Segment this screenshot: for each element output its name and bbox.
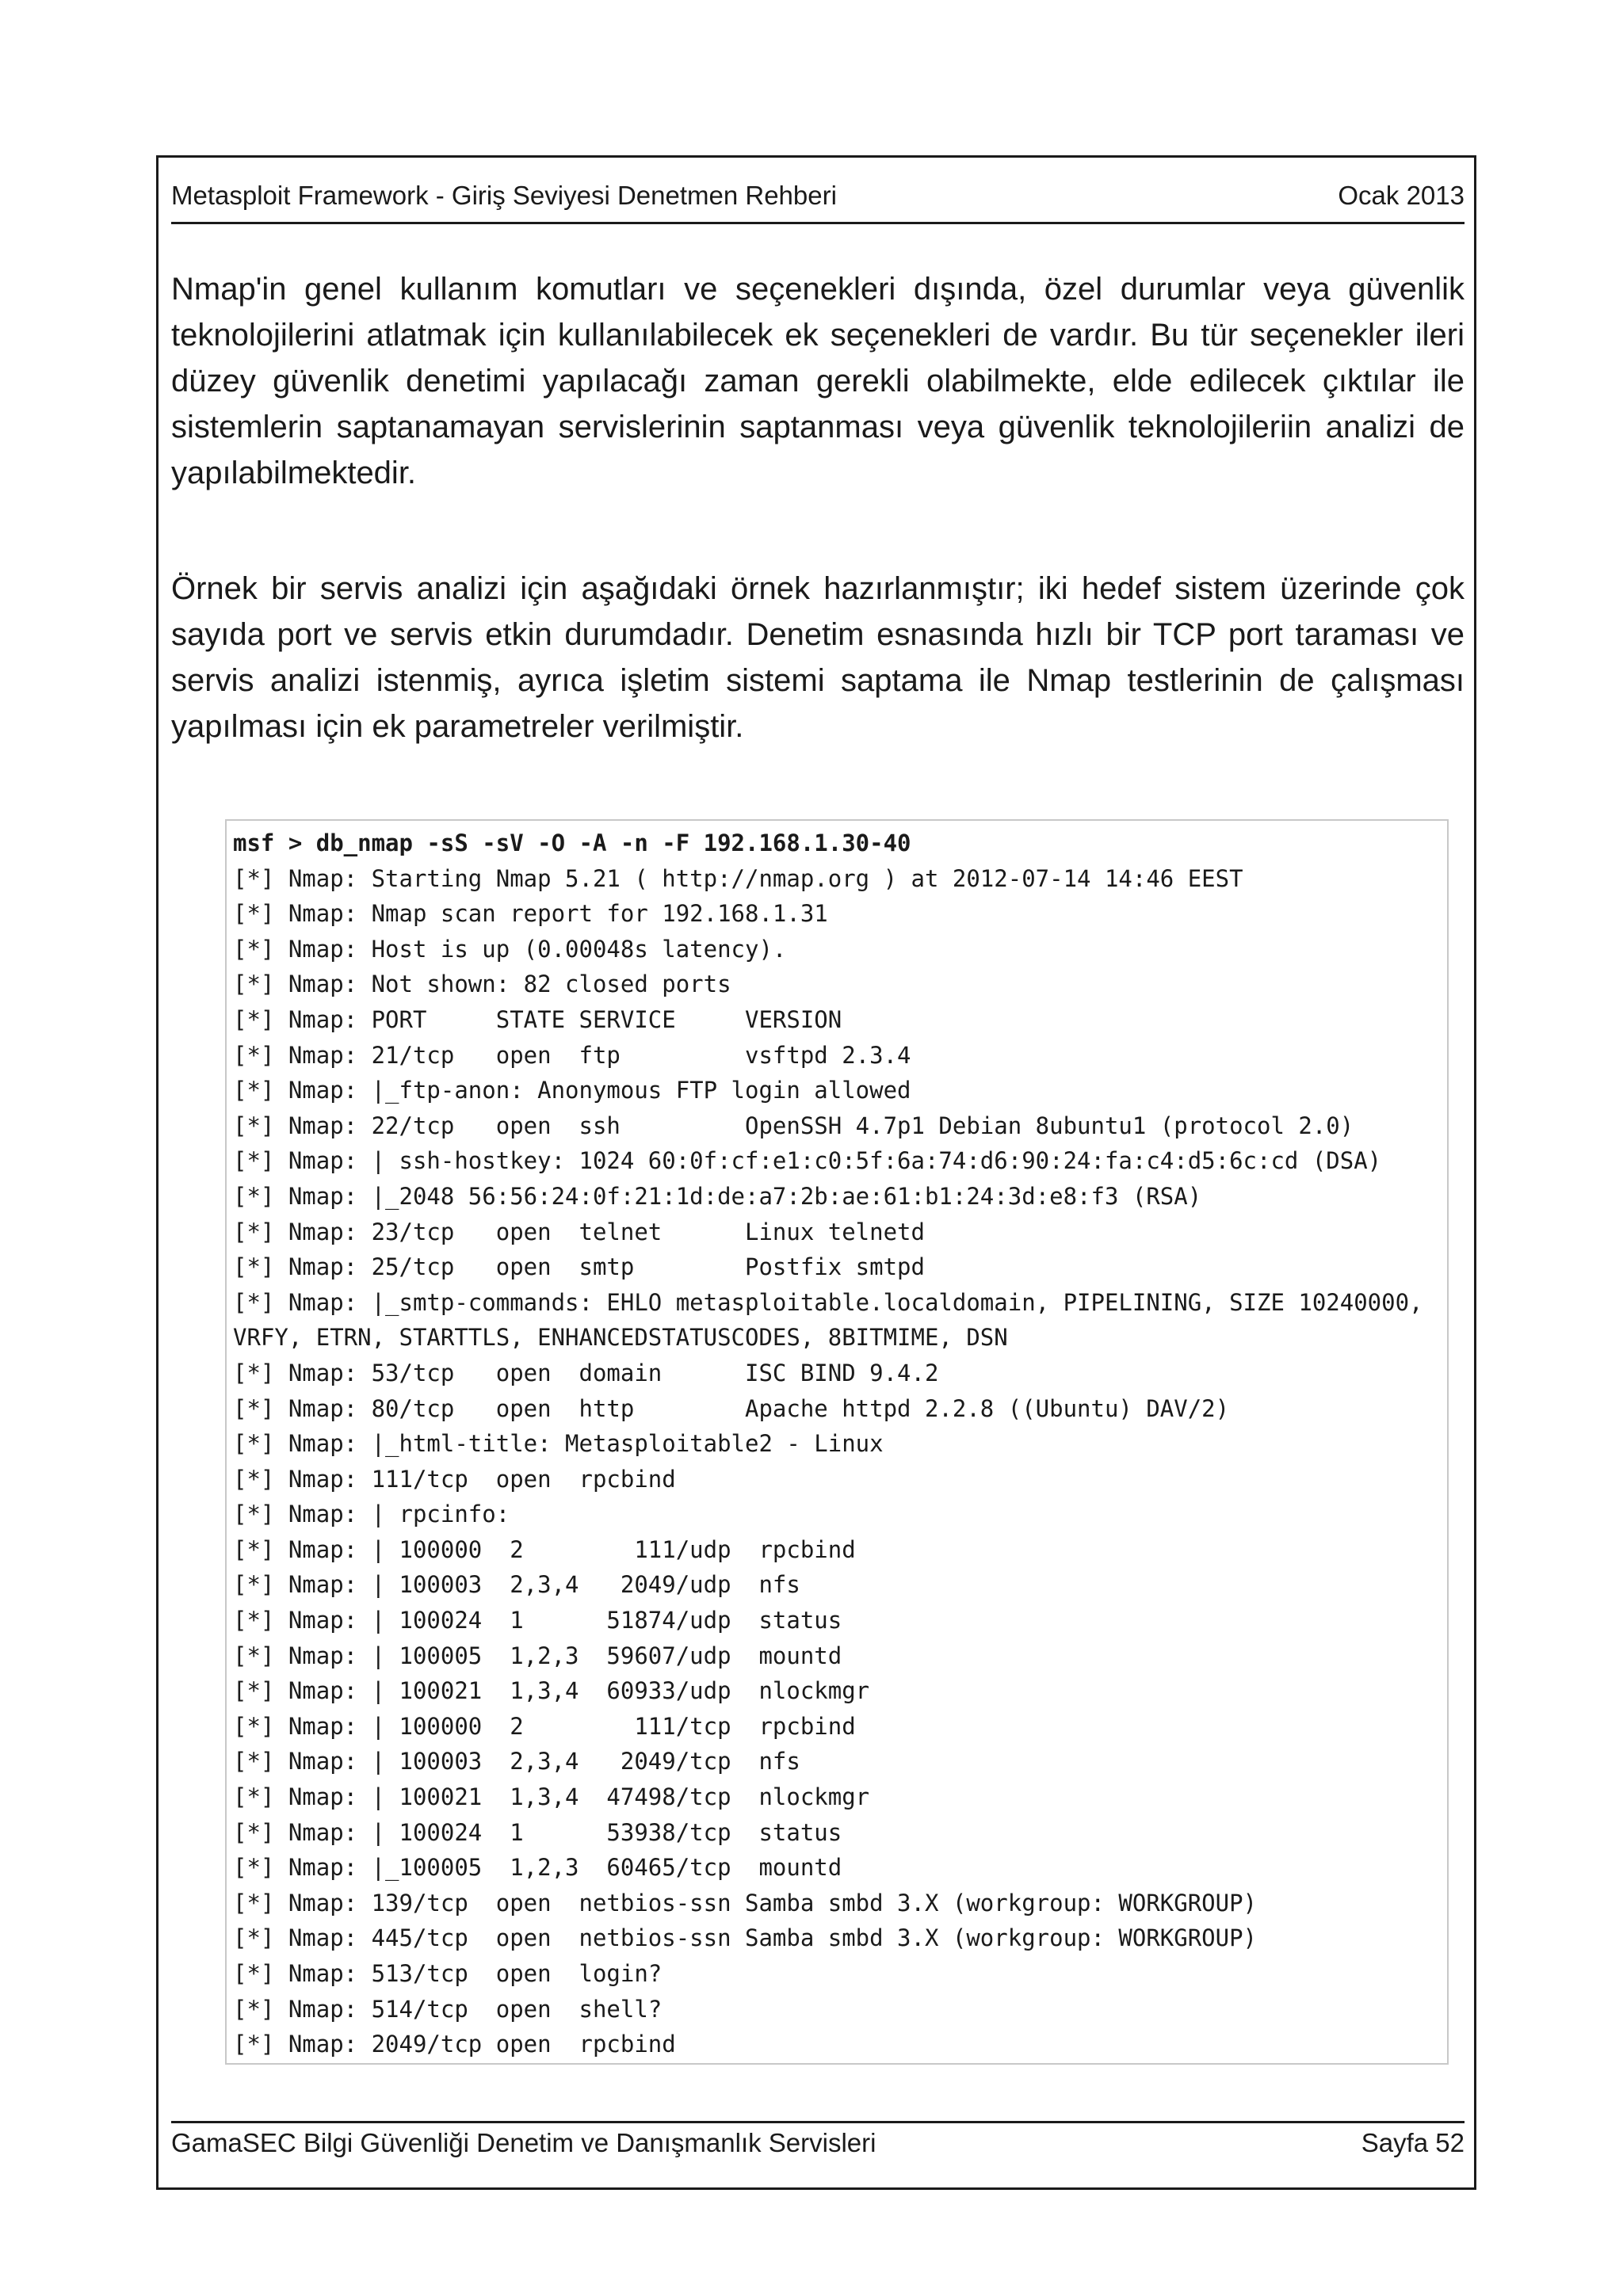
body-paragraph-2: Örnek bir servis analizi için aşağıdaki örnek hazırlanmıştır; iki hedef sistem üzerinde çok sayıda port ve servis etkin durumdadır. Denetim esnasında hızlı bir TCP port taraması ve servis analizi istenmiş, ayrıca işletim sistemi saptama ile Nmap testlerinin de çalışması yapılması için ek parametreler verilmiştir. <box>171 571 1465 744</box>
terminal-line: [*] Nmap: PORT STATE SERVICE VERSION <box>233 1005 842 1033</box>
terminal-line: [*] Nmap: 80/tcp open http Apache httpd 2.2.8 ((Ubuntu) DAV/2) <box>233 1394 1230 1422</box>
terminal-line: [*] Nmap: 21/tcp open ftp vsftpd 2.3.4 <box>233 1041 911 1069</box>
terminal-line: [*] Nmap: |_smtp-commands: EHLO metasploitable.localdomain, PIPELINING, SIZE 10240000, <box>233 1288 1423 1316</box>
terminal-line: [*] Nmap: 53/tcp open domain ISC BIND 9.4.2 <box>233 1359 939 1386</box>
footer-company: GamaSEC Bilgi Güvenliği Denetim ve Danışmanlık Servisleri <box>171 2128 876 2157</box>
terminal-line: [*] Nmap: 513/tcp open login? <box>233 1960 663 1987</box>
terminal-line: [*] Nmap: 111/tcp open rpcbind <box>233 1465 676 1493</box>
terminal-line: [*] Nmap: | 100000 2 111/tcp rpcbind <box>233 1712 856 1740</box>
body-paragraph-1: Nmap'in genel kullanım komutları ve seçenekleri dışında, özel durumlar veya güvenlik teknolojilerini atlatmak için kullanılabilecek ek seçenekleri de vardır. Bu tür seçenekler ileri düzey güvenlik denetimi yapılacağı zaman gerekli olabilmekte, elde edilecek çıktılar ile sistemlerin saptanamayan servislerinin saptanması veya güvenlik teknolojileriin analizi de yapılabilmektedir. <box>171 272 1465 490</box>
terminal-command: msf > db_nmap -sS -sV -O -A -n -F 192.168.1.30-40 <box>233 830 911 856</box>
terminal-line: [*] Nmap: |_100005 1,2,3 60465/tcp mountd <box>233 1854 842 1882</box>
terminal-line: [*] Nmap: | 100021 1,3,4 60933/udp nlockmgr <box>233 1677 870 1705</box>
terminal-line: [*] Nmap: 514/tcp open shell? <box>233 1995 663 2023</box>
terminal-line: [*] Nmap: | 100005 1,2,3 59607/udp mountd <box>233 1642 842 1669</box>
terminal-line: [*] Nmap: 445/tcp open netbios-ssn Samba smbd 3.X (workgroup: WORKGROUP) <box>233 1924 1258 1952</box>
terminal-line: [*] Nmap: 25/tcp open smtp Postfix smtpd <box>233 1253 925 1281</box>
document-title: Metasploit Framework - Giriş Seviyesi Denetmen Rehberi <box>171 181 837 210</box>
terminal-line: [*] Nmap: | 100024 1 53938/tcp status <box>233 1818 842 1846</box>
terminal-line: [*] Nmap: 2049/tcp open rpcbind <box>233 2031 676 2058</box>
document-date: Ocak 2013 <box>1338 181 1465 210</box>
terminal-line: [*] Nmap: |_html-title: Metasploitable2 - Linux <box>233 1430 884 1458</box>
terminal-line: [*] Nmap: 22/tcp open ssh OpenSSH 4.7p1 Debian 8ubuntu1 (protocol 2.0) <box>233 1112 1354 1139</box>
terminal-line: [*] Nmap: | 100000 2 111/udp rpcbind <box>233 1535 856 1563</box>
terminal-line: [*] Nmap: Host is up (0.00048s latency). <box>233 935 787 963</box>
terminal-line: [*] Nmap: | ssh-hostkey: 1024 60:0f:cf:e1:c0:5f:6a:74:d6:90:24:fa:c4:d5:6c:cd (DSA) <box>233 1147 1382 1175</box>
terminal-output <box>225 819 1449 2065</box>
terminal-line: [*] Nmap: | rpcinfo: <box>233 1501 510 1528</box>
page-number: Sayfa 52 <box>1361 2128 1465 2157</box>
terminal-line: [*] Nmap: Nmap scan report for 192.168.1.31 <box>233 900 828 928</box>
terminal-line: [*] Nmap: 23/tcp open telnet Linux telnetd <box>233 1218 925 1245</box>
terminal-line: [*] Nmap: | 100024 1 51874/udp status <box>233 1607 842 1634</box>
terminal-line: [*] Nmap: 139/tcp open netbios-ssn Samba smbd 3.X (workgroup: WORKGROUP) <box>233 1889 1258 1917</box>
terminal-line: [*] Nmap: Not shown: 82 closed ports <box>233 971 731 998</box>
terminal-line: VRFY, ETRN, STARTTLS, ENHANCEDSTATUSCODES, 8BITMIME, DSN <box>233 1324 1008 1352</box>
terminal-line: [*] Nmap: | 100021 1,3,4 47498/tcp nlockmgr <box>233 1783 870 1811</box>
terminal-line: [*] Nmap: | 100003 2,3,4 2049/tcp nfs <box>233 1748 800 1775</box>
terminal-line: [*] Nmap: |_2048 56:56:24:0f:21:1d:de:a7:2b:ae:61:b1:24:3d:e8:f3 (RSA) <box>233 1182 1202 1210</box>
terminal-line: [*] Nmap: Starting Nmap 5.21 ( http://nmap.org ) at 2012-07-14 14:46 EEST <box>233 864 1243 892</box>
running-header <box>171 181 1465 224</box>
running-footer <box>171 2121 1465 2164</box>
terminal-line: [*] Nmap: |_ftp-anon: Anonymous FTP login allowed <box>233 1077 911 1104</box>
terminal-line: [*] Nmap: | 100003 2,3,4 2049/udp nfs <box>233 1571 800 1599</box>
